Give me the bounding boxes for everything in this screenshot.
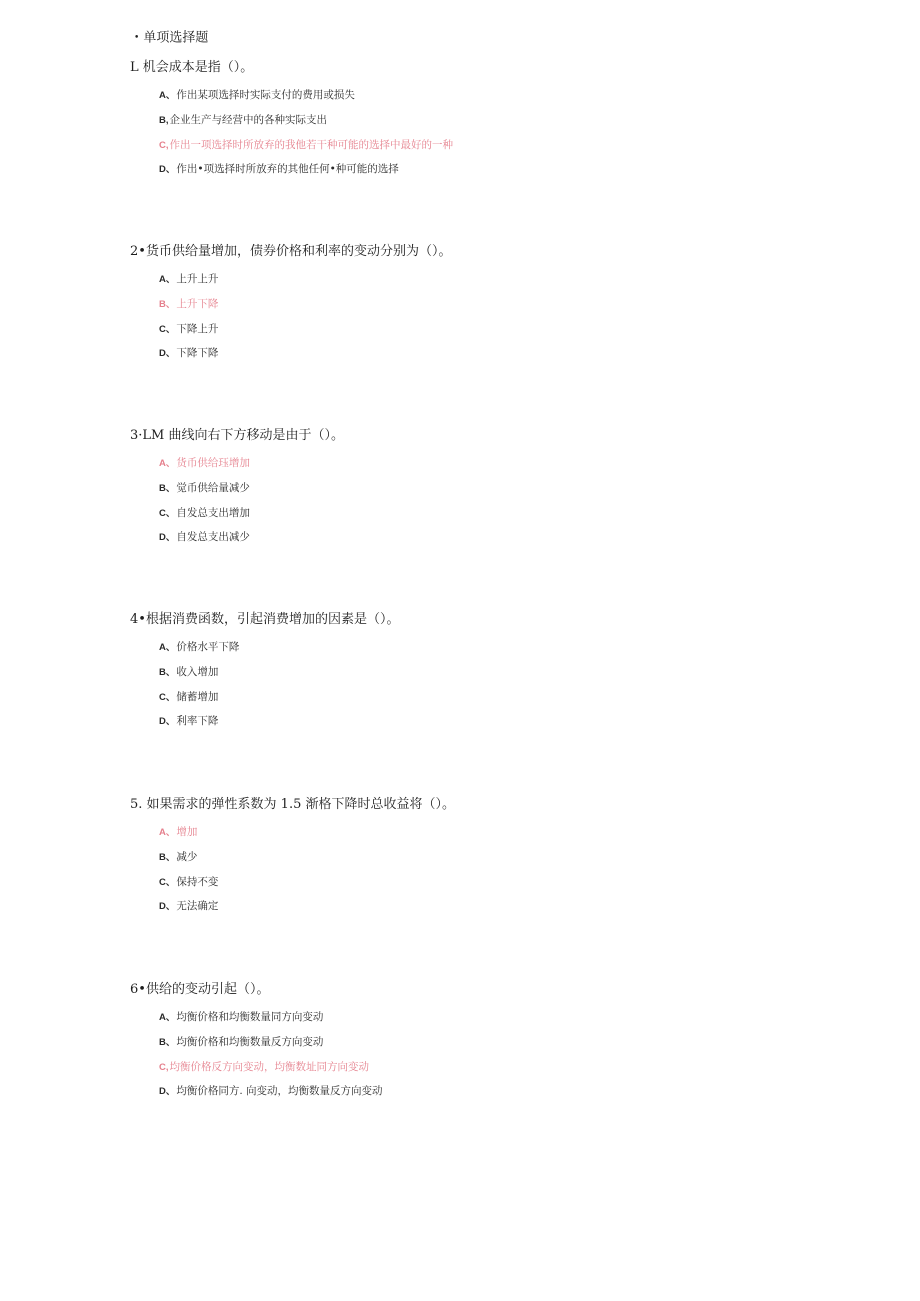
option-letter: D、 (159, 164, 176, 176)
option-a[interactable] (159, 1010, 383, 1035)
option-text: 无法确定 (176, 900, 219, 913)
option-d[interactable] (159, 162, 453, 187)
option-list (159, 272, 218, 371)
option-letter: D、 (159, 1086, 176, 1098)
question-stem: L 机会成本是指（）。 (130, 60, 254, 75)
option-text: 自发总支出减少 (176, 531, 250, 544)
option-b[interactable] (159, 1035, 383, 1060)
option-letter: D、 (159, 716, 176, 728)
question-stem: 6•供给的变动引起（）。 (130, 982, 270, 997)
option-a[interactable] (159, 825, 218, 850)
option-text: 价格水平下降 (176, 641, 240, 653)
question-1 (130, 59, 830, 176)
option-list (159, 456, 250, 555)
option-text: 收入增加 (176, 665, 219, 678)
option-list (159, 640, 239, 739)
option-text: 均衡价格和均衡数量同方向变动 (176, 1011, 324, 1023)
option-a[interactable] (159, 456, 250, 481)
option-letter: D、 (159, 532, 176, 544)
option-letter: C、 (159, 507, 176, 519)
bullet-icon: • (134, 33, 140, 43)
option-letter: C、 (159, 323, 176, 335)
option-text: 增加 (176, 826, 198, 838)
option-text: 觉币供给量减少 (176, 481, 250, 494)
option-a[interactable] (159, 88, 453, 113)
option-letter: B、 (159, 482, 176, 494)
question-3 (130, 427, 830, 544)
option-letter: A、 (159, 458, 176, 469)
question-stem: 4•根据消费函数，引起消费增加的因素是（）。 (130, 612, 400, 627)
option-text: 均衡价格和均衡数量反方向变动 (176, 1035, 324, 1048)
question-stem: 3·LM 曲线向右下方移动是由于（）。 (130, 428, 344, 443)
option-c[interactable] (159, 322, 218, 347)
option-letter: A、 (159, 827, 176, 838)
option-d[interactable] (159, 899, 218, 924)
option-list (159, 1010, 383, 1109)
option-b[interactable] (159, 113, 453, 138)
option-letter: C、 (159, 876, 176, 888)
option-c[interactable] (159, 506, 250, 531)
option-a[interactable] (159, 272, 218, 297)
option-text: 作出•项选择时所放弃的其他任何•种可能的选择 (176, 163, 399, 176)
option-text: 上升上升 (176, 273, 219, 285)
question-2 (130, 243, 830, 360)
option-letter: B、 (159, 666, 176, 678)
option-list (159, 88, 453, 187)
section-header (134, 29, 208, 48)
option-letter: C、 (159, 691, 176, 703)
question-6 (130, 981, 830, 1098)
option-list (159, 825, 218, 924)
option-letter: B、 (159, 851, 176, 863)
option-text: 企业生产与经营中的各种实际支出 (169, 113, 327, 126)
option-c[interactable] (159, 138, 453, 163)
option-text: 作出某项选择时实际支付的费用或损失 (176, 89, 355, 101)
option-letter: D、 (159, 348, 176, 360)
option-text: 自发总支出增加 (176, 506, 250, 519)
option-text: 储蓄增加 (176, 690, 219, 703)
option-letter: A、 (159, 274, 176, 285)
option-letter: A、 (159, 1012, 176, 1023)
option-text: 下降下降 (176, 347, 219, 360)
option-letter: B, (159, 114, 169, 126)
option-b[interactable] (159, 481, 250, 506)
option-text: 均衡价格反方向变动，均衡数址同方向变动 (169, 1060, 369, 1073)
option-text: 利率下降 (176, 715, 219, 728)
option-c[interactable] (159, 875, 218, 900)
option-letter: C, (159, 139, 169, 151)
section-title: 单项选择题 (143, 30, 209, 46)
option-text: 下降上升 (176, 322, 219, 335)
option-text: 货币供给珏增加 (176, 457, 250, 469)
question-5 (130, 796, 830, 913)
option-b[interactable] (159, 850, 218, 875)
option-c[interactable] (159, 1060, 383, 1085)
option-text: 减少 (176, 850, 198, 863)
option-d[interactable] (159, 1084, 383, 1109)
option-letter: C, (159, 1061, 169, 1073)
option-letter: A、 (159, 90, 176, 101)
option-d[interactable] (159, 530, 250, 555)
option-letter: A、 (159, 642, 176, 653)
question-stem: 2•货币供给量增加，债券价格和利率的变动分别为（）。 (130, 244, 452, 259)
question-stem: 5. 如果需求的弹性系数为 1.5 渐格下降时总收益将（）。 (130, 797, 455, 812)
option-text: 作出一项选择时所放弃的我他若干种可能的选择中最好的一种 (169, 138, 453, 151)
option-d[interactable] (159, 714, 239, 739)
option-b[interactable] (159, 297, 218, 322)
option-a[interactable] (159, 640, 239, 665)
option-c[interactable] (159, 690, 239, 715)
question-4 (130, 611, 830, 728)
option-letter: D、 (159, 901, 176, 913)
option-text: 上升下降 (176, 297, 219, 310)
option-letter: B、 (159, 298, 176, 310)
option-text: 保持不变 (176, 875, 219, 888)
option-letter: B、 (159, 1036, 176, 1048)
option-d[interactable] (159, 346, 218, 371)
option-text: 均衡价格同方. 向变动，均衡数量反方向变动 (176, 1085, 383, 1098)
option-b[interactable] (159, 665, 239, 690)
